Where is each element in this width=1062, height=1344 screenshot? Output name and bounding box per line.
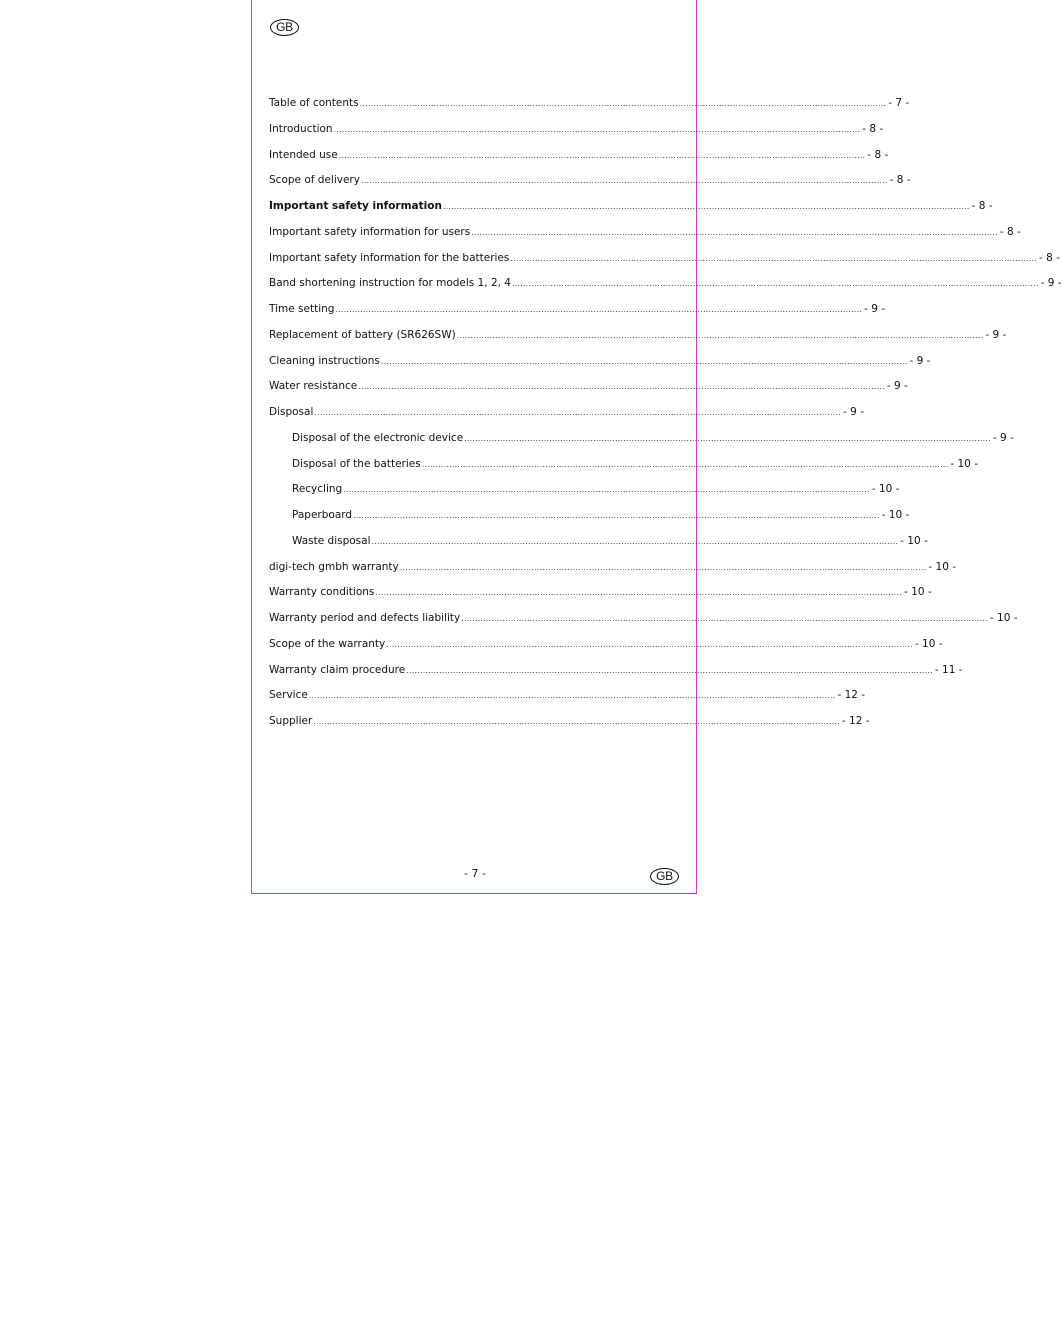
toc-entry-page: - 10 -	[904, 586, 932, 599]
language-badge-top: GB	[270, 19, 299, 36]
toc-entry-page: - 9 -	[864, 303, 886, 315]
toc-entry-title: Replacement of battery (SR626SW)	[269, 328, 456, 341]
toc-entry[interactable]	[269, 223, 1021, 249]
toc-entry-page: - 8 -	[971, 200, 993, 212]
toc-entry[interactable]	[269, 532, 928, 558]
toc-entry-title: Disposal of the batteries	[292, 457, 421, 470]
toc-entry-title: Paperboard	[292, 509, 353, 521]
toc-entry-title: Warranty conditions	[269, 586, 375, 599]
toc-entry-title: Scope of delivery	[269, 174, 360, 187]
toc-entry[interactable]	[269, 686, 866, 712]
toc-dot-leader: ................................................................................................................................................................................................	[335, 305, 863, 314]
toc-dot-leader: ................................................................................................................................................................................................	[371, 536, 899, 546]
toc-entry[interactable]	[269, 146, 889, 172]
toc-dot-leader: ................................................................................................................................................................................................	[471, 227, 998, 237]
toc-entry[interactable]	[269, 455, 978, 481]
toc-entry[interactable]	[269, 403, 864, 429]
toc-entry-title: Service	[269, 689, 308, 702]
toc-entry[interactable]	[269, 506, 910, 532]
toc-entry-page: - 10 -	[900, 534, 928, 547]
toc-entry-page: - 12 -	[837, 689, 866, 702]
toc-entry-page: - 8 -	[999, 225, 1021, 238]
toc-dot-leader: ................................................................................................................................................................................................	[360, 176, 888, 186]
toc-entry-title: Cleaning instructions	[269, 354, 380, 367]
page-number: - 7 -	[464, 867, 486, 880]
toc-entry-page: - 10 -	[928, 560, 957, 573]
toc-dot-leader: ................................................................................................................................................................................................	[512, 279, 1039, 289]
toc-entry-page: - 10 -	[881, 509, 910, 521]
toc-entry-page: - 9 -	[909, 354, 931, 367]
toc-entry[interactable]	[269, 635, 943, 661]
toc-entry[interactable]	[269, 480, 900, 506]
toc-entry[interactable]	[269, 197, 993, 223]
toc-entry-page: - 8 -	[862, 122, 884, 135]
toc-entry[interactable]	[269, 120, 884, 146]
toc-entry-page: - 7 -	[888, 97, 910, 109]
toc-entry-page: - 9 -	[886, 380, 908, 393]
toc-entry-title: Introduction	[269, 122, 333, 135]
toc-dot-leader: ................................................................................................................................................................................................	[461, 614, 988, 623]
toc-entry-page: - 8 -	[889, 174, 911, 187]
toc-entry-page: - 9 -	[1040, 277, 1062, 290]
toc-entry[interactable]	[269, 171, 911, 197]
toc-entry[interactable]	[269, 712, 870, 738]
toc-entry[interactable]	[269, 377, 908, 403]
toc-entry[interactable]	[269, 326, 1007, 352]
toc-dot-leader: ................................................................................................................................................................................................	[399, 562, 927, 572]
toc-entry-title: Disposal of the electronic device	[292, 431, 464, 444]
toc-dot-leader: ................................................................................................................................................................................................	[510, 253, 1038, 263]
toc-entry-page: - 9 -	[992, 431, 1014, 444]
language-badge-bottom: GB	[650, 868, 679, 885]
toc-entry-page: - 11 -	[934, 663, 963, 676]
toc-entry-title: Warranty claim procedure	[269, 663, 406, 676]
toc-entry[interactable]	[269, 661, 963, 687]
toc-dot-leader: ................................................................................................................................................................................................	[359, 99, 887, 108]
toc-entry-title: Warranty period and defects liability	[269, 612, 461, 624]
toc-dot-leader: ................................................................................................................................................................................................	[353, 511, 880, 520]
toc-entry[interactable]	[269, 583, 932, 609]
toc-entry-title: Water resistance	[269, 380, 358, 393]
toc-entry-page: - 9 -	[843, 406, 864, 418]
toc-dot-leader: ................................................................................................................................................................................................	[375, 588, 903, 598]
toc-dot-leader: ................................................................................................................................................................................................	[464, 433, 991, 443]
toc-entry[interactable]	[269, 609, 1018, 635]
toc-entry-title: Supplier	[269, 715, 313, 727]
toc-entry-page: - 12 -	[841, 715, 870, 727]
toc-dot-leader: ................................................................................................................................................................................................	[313, 717, 840, 726]
toc-dot-leader: ................................................................................................................................................................................................	[358, 382, 885, 392]
toc-entry-title: digi-tech gmbh warranty	[269, 560, 399, 573]
toc-entry-title: Band shortening instruction for models 1, 2, 4	[269, 277, 511, 290]
toc-entry[interactable]	[269, 300, 886, 326]
toc-entry-title: Time setting	[269, 303, 335, 315]
toc-entry[interactable]	[269, 94, 910, 120]
toc-entry-page: - 10 -	[871, 483, 900, 496]
toc-dot-leader: ................................................................................................................................................................................................	[333, 124, 861, 134]
toc-entry-title: Important safety information for users	[269, 225, 471, 238]
toc-entry-page: - 10 -	[950, 457, 978, 470]
toc-dot-leader: ................................................................................................................................................................................................	[314, 408, 842, 417]
toc-entry-page: - 8 -	[867, 148, 889, 161]
toc-dot-leader: ................................................................................................................................................................................................	[386, 639, 913, 649]
toc-entry-title: Waste disposal	[292, 534, 371, 547]
toc-entry-title: Scope of the warranty	[269, 637, 386, 650]
toc-dot-leader: ................................................................................................................................................................................................	[421, 459, 949, 469]
toc-dot-leader: ................................................................................................................................................................................................	[406, 665, 933, 675]
toc-entry-title: Table of contents	[269, 97, 359, 109]
toc-dot-leader: ................................................................................................................................................................................................	[343, 485, 870, 495]
toc-dot-leader: ................................................................................................................................................................................................	[380, 356, 908, 366]
toc-entry[interactable]	[269, 558, 957, 584]
toc-entry-title: Recycling	[292, 483, 343, 496]
table-of-contents	[269, 94, 1062, 738]
toc-entry-page: - 8 -	[1039, 251, 1060, 264]
toc-dot-leader: ................................................................................................................................................................................................	[442, 202, 970, 211]
toc-entry-page: - 10 -	[914, 637, 943, 650]
toc-dot-leader: ................................................................................................................................................................................................	[338, 150, 866, 160]
toc-entry-page: - 9 -	[985, 328, 1007, 341]
toc-entry[interactable]	[269, 352, 931, 378]
toc-entry[interactable]	[269, 429, 1014, 455]
toc-entry-title: Important safety information	[269, 200, 442, 212]
toc-entry[interactable]	[269, 249, 1060, 275]
toc-entry-title: Disposal	[269, 406, 314, 418]
toc-entry[interactable]	[269, 274, 1062, 300]
toc-dot-leader: ................................................................................................................................................................................................	[308, 691, 836, 701]
toc-dot-leader: ................................................................................................................................................................................................	[456, 330, 984, 340]
toc-entry-title: Important safety information for the batteries	[269, 251, 510, 264]
toc-entry-page: - 10 -	[989, 612, 1018, 624]
toc-entry-title: Intended use	[269, 148, 338, 161]
